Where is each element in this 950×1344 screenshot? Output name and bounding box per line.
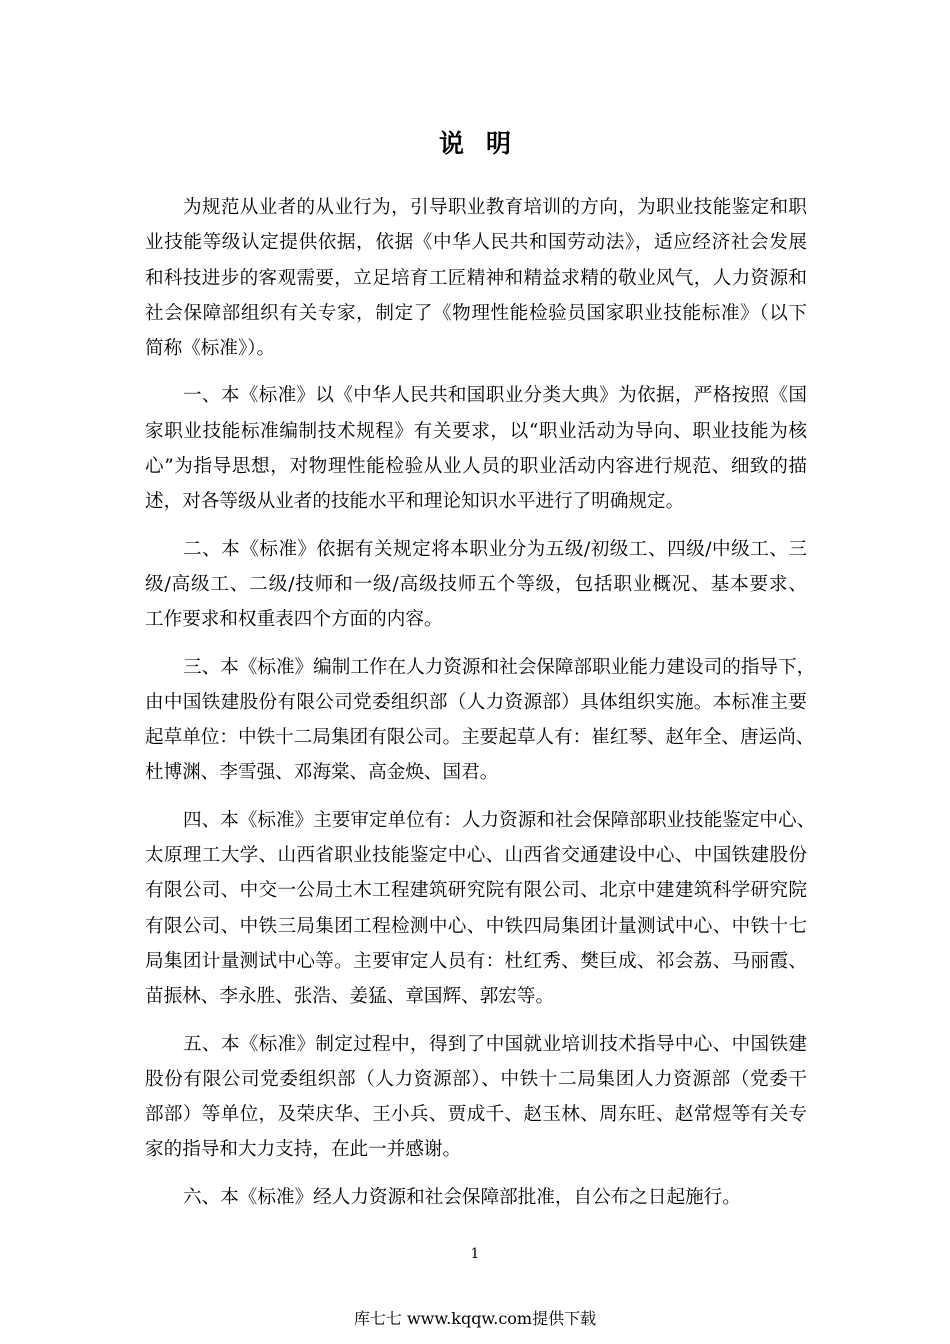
text-line: 五、本《标准》制定过程中，得到了中国就业培训技术指导中心、中国铁建 xyxy=(183,1033,807,1055)
text-line: 由中国铁建股份有限公司党委组织部（人力资源部）具体组织实施。本标准主要 xyxy=(145,691,807,713)
paragraph xyxy=(145,650,816,791)
text-line: 家职业技能标准编制技术规程》有关要求，以“职业活动为导向、职业技能为核 xyxy=(145,420,807,442)
text-line: 太原理工大学、山西省职业技能鉴定中心、山西省交通建设中心、中国铁建股份 xyxy=(145,845,807,867)
footer-watermark: 库七七 www.kqqw.com提供下载 xyxy=(353,1309,597,1328)
paragraph xyxy=(145,803,816,1015)
paragraph xyxy=(145,1180,807,1215)
text-line: 简称《标准》）。 xyxy=(145,338,276,360)
text-line: 局集团计量测试中心等。主要审定人员有：杜红秀、樊巨成、祁会荔、马丽霞、 xyxy=(145,950,807,972)
text-line: 有限公司、中铁三局集团工程检测中心、中铁四局集团计量测试中心、中铁十七 xyxy=(145,915,807,937)
text-line: 三、本《标准》编制工作在人力资源和社会保障部职业能力建设司的指导下， xyxy=(183,656,816,678)
text-line: 和科技进步的客观需要，立足培育工匠精神和精益求精的敬业风气，人力资源和 xyxy=(145,267,807,289)
text-line: 部部）等单位，及荣庆华、王小兵、贾成千、赵玉林、周东旺、赵常煜等有关专 xyxy=(145,1104,807,1126)
text-line: 工作要求和权重表四个方面的内容。 xyxy=(145,609,443,631)
text-line: 二、本《标准》依据有关规定将本职业分为五级/初级工、四级/中级工、三 xyxy=(183,538,807,560)
text-line: 家的指导和大力支持，在此一并感谢。 xyxy=(145,1139,462,1161)
document-body xyxy=(145,190,816,1227)
paragraph xyxy=(145,378,807,519)
text-line: 股份有限公司党委组织部（人力资源部）、中铁十二局集团人力资源部（党委干 xyxy=(145,1068,807,1090)
text-line: 级/高级工、二级/技师和一级/高级技师五个等级，包括职业概况、基本要求、 xyxy=(145,573,807,595)
text-line: 一、本《标准》以《中华人民共和国职业分类大典》为依据，严格按照《国 xyxy=(183,385,807,407)
page-number: 1 xyxy=(470,1246,480,1262)
text-line: 社会保障部组织有关专家，制定了《物理性能检验员国家职业技能标准》（以下 xyxy=(145,302,807,324)
text-line: 业技能等级认定提供依据，依据《中华人民共和国劳动法》，适应经济社会发展 xyxy=(145,232,807,254)
text-line: 为规范从业者的从业行为，引导职业教育培训的方向，为职业技能鉴定和职 xyxy=(183,197,807,218)
text-line: 杜博渊、李雪强、邓海棠、高金焕、国君。 xyxy=(145,762,499,784)
text-line: 苗振林、李永胜、张浩、姜猛、章国辉、郭宏等。 xyxy=(145,986,555,1008)
text-line: 六、本《标准》经人力资源和社会保障部批准，自公布之日起施行。 xyxy=(183,1186,741,1208)
text-line: 起草单位：中铁十二局集团有限公司。主要起草人有：崔红琴、赵年全、唐运尚、 xyxy=(145,727,815,749)
text-line: 述，对各等级从业者的技能水平和理论知识水平进行了明确规定。 xyxy=(145,491,685,513)
page-title: 说明 xyxy=(438,129,533,158)
paragraph xyxy=(145,190,807,366)
text-line: 心”为指导思想，对物理性能检验从业人员的职业活动内容进行规范、细致的描 xyxy=(145,456,807,478)
paragraph xyxy=(145,532,807,638)
text-line: 有限公司、中交一公局土木工程建筑研究院有限公司、北京中建建筑科学研究院 xyxy=(145,880,807,902)
text-line: 四、本《标准》主要审定单位有：人力资源和社会保障部职业技能鉴定中心、 xyxy=(183,809,816,831)
paragraph xyxy=(145,1027,807,1168)
